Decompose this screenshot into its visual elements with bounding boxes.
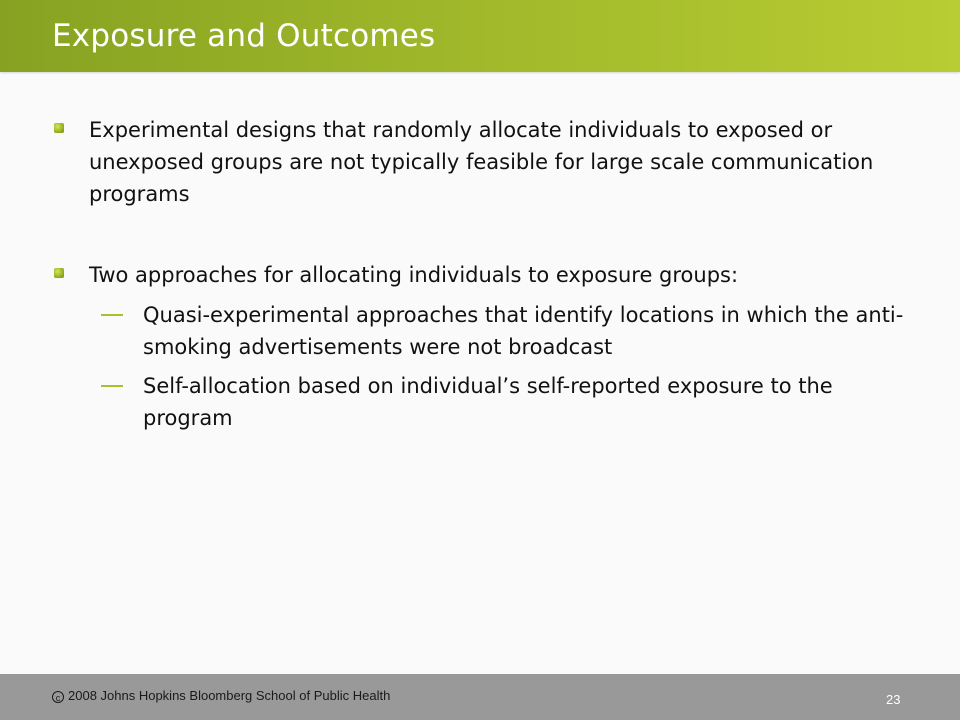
bullet-marker-icon: [54, 268, 64, 278]
bullet-marker-icon: [54, 123, 64, 133]
sub-bullet-text: Self-allocation based on individual’s self-reported exposure to the program: [143, 374, 833, 430]
sub-bullet-text: Quasi-experimental approaches that identify locations in which the anti-smoking advertisements were not broadcast: [143, 303, 904, 359]
bullet-text: Two approaches for allocating individuals to exposure groups:: [89, 263, 739, 287]
slide-title: Exposure and Outcomes: [52, 18, 436, 54]
bullet-text: Experimental designs that randomly allocate individuals to exposed or unexposed groups are not typically feasible for large scale communication programs: [89, 118, 874, 206]
slide-footer: [0, 674, 960, 720]
sub-bullet-dash-icon: [101, 385, 123, 387]
sub-bullet-dash-icon: [101, 314, 123, 316]
copyright-notice: [52, 688, 390, 704]
page-number: 23: [886, 692, 901, 707]
copyright-text: 2008 Johns Hopkins Bloomberg School of Public Health: [68, 688, 391, 703]
copyright-icon: c: [52, 691, 64, 703]
